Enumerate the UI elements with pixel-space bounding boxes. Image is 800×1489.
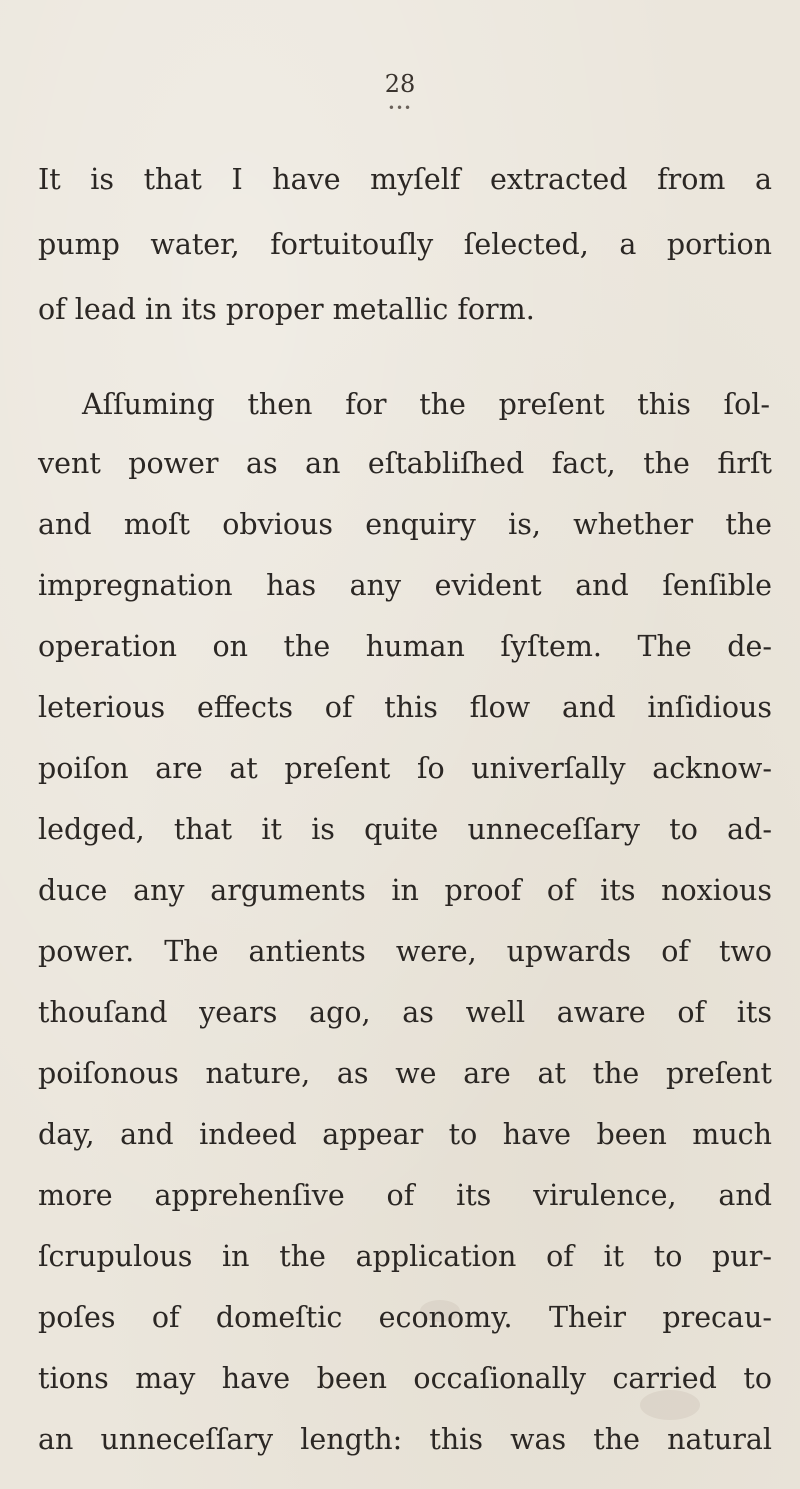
text-line: ſcrupulous in the application of it to pur- — [38, 1240, 772, 1273]
signature-mark: ••• — [387, 101, 413, 115]
text-line: poiſonous nature, as we are at the preſent — [38, 1057, 772, 1090]
text-line: impregnation has any evident and ſenſible — [38, 569, 772, 602]
text-line: power. The antients were, upwards of two — [38, 935, 772, 968]
text-line: day, and indeed appear to have been much — [38, 1118, 772, 1151]
text-line: operation on the human ſyſtem. The de- — [38, 630, 772, 663]
text-line: thouſand years ago, as well aware of its — [38, 996, 772, 1029]
text-line: It is that I have myſelf extracted from a — [38, 163, 772, 196]
text-line: duce any arguments in proof of its noxious — [38, 874, 772, 907]
text-line: more apprehenſive of its virulence, and — [38, 1179, 772, 1212]
text-line: and moſt obvious enquiry is, whether the — [38, 508, 772, 541]
text-line: leterious effects of this flow and inſidious — [38, 691, 772, 724]
text-line: of lead in its proper metallic form. — [38, 293, 535, 326]
text-line: tions may have been occaſionally carried to — [38, 1362, 772, 1395]
text-line: poiſon are at preſent ſo univerſally acknow- — [38, 752, 772, 785]
text-line: pump water, fortuitouſly ſelected, a portion — [38, 228, 772, 261]
page-number: 28 — [384, 70, 416, 98]
paragraph-first-line: Aſſuming then for the preſent this ſol- — [82, 388, 770, 421]
text-line: poſes of domeſtic economy. Their precau- — [38, 1301, 772, 1334]
text-line: vent power as an eſtabliſhed fact, the firſt — [38, 447, 772, 480]
text-line: ledged, that it is quite unneceſſary to ad- — [38, 813, 772, 846]
text-line: an unneceſſary length: this was the natural — [38, 1423, 772, 1456]
